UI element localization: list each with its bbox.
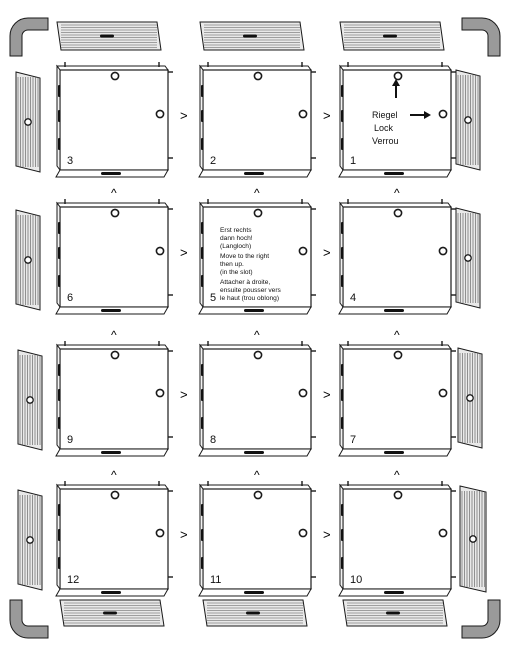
left-slot — [201, 85, 204, 97]
instruction-fr-3: le haut (trou oblong) — [220, 295, 280, 302]
left-slot — [201, 389, 204, 401]
rail-hole — [465, 117, 471, 123]
box-panel — [199, 481, 316, 596]
bottom-slot — [384, 451, 404, 454]
step-number: 10 — [350, 574, 363, 586]
instruction-fr-2: ensuite pousser vers — [220, 287, 281, 294]
left-slot — [201, 222, 204, 234]
box-panel — [339, 199, 456, 314]
side-rail-vertical — [460, 486, 486, 592]
arrow-right-glyph: > — [323, 108, 331, 123]
step-number: 11 — [210, 574, 222, 586]
left-slot — [341, 275, 344, 287]
corner-connector — [10, 600, 48, 638]
right-hole — [156, 389, 163, 396]
side-rail-vertical — [456, 208, 480, 308]
left-slot — [341, 557, 344, 569]
panel-face — [343, 207, 451, 307]
right-hole — [439, 389, 446, 396]
top-hole — [111, 351, 118, 358]
corner-body — [462, 600, 500, 638]
left-slot — [58, 504, 61, 516]
step-number: 7 — [350, 434, 357, 446]
side-rail-horizontal — [60, 600, 164, 626]
arrow-up-glyph: ^ — [111, 468, 117, 482]
rail-hole — [27, 537, 33, 543]
bottom-slot — [244, 591, 264, 594]
top-hole — [254, 209, 261, 216]
instruction-en-1: Move to the right — [220, 253, 270, 260]
left-slot — [201, 138, 204, 150]
panel-top-edge — [200, 203, 311, 207]
panel-top-edge — [57, 203, 168, 207]
arrow-right-glyph: > — [323, 527, 331, 542]
side-rail-horizontal — [200, 22, 304, 50]
box-panel — [56, 341, 173, 456]
side-rail-vertical — [458, 348, 482, 448]
box-panel — [199, 62, 316, 177]
left-slot — [201, 504, 204, 516]
bottom-slot — [384, 172, 404, 175]
instruction-de-1: Erst rechts — [220, 227, 252, 234]
right-hole — [299, 247, 306, 254]
panel-face — [60, 207, 168, 307]
top-hole — [254, 351, 261, 358]
right-hole — [156, 529, 163, 536]
panel-top-edge — [200, 345, 311, 349]
left-slot — [58, 364, 61, 376]
left-slot — [341, 222, 344, 234]
panel-top-edge — [340, 203, 451, 207]
rail-hole — [470, 536, 476, 542]
rail-slot — [103, 612, 117, 615]
arrow-up-glyph: ^ — [111, 186, 117, 200]
arrow-up-glyph: ^ — [254, 186, 260, 200]
top-hole — [111, 209, 118, 216]
corner-body — [10, 600, 48, 638]
left-slot — [201, 275, 204, 287]
left-slot — [201, 364, 204, 376]
step-number: 9 — [67, 434, 74, 446]
left-slot — [201, 247, 204, 259]
side-rail-horizontal — [57, 22, 161, 50]
box-panel — [199, 341, 316, 456]
rail-slot — [243, 35, 257, 38]
box-panel — [339, 341, 456, 456]
top-hole — [394, 491, 401, 498]
box-panel — [56, 481, 173, 596]
left-slot — [58, 138, 61, 150]
panel-top-edge — [57, 345, 168, 349]
panel-face — [203, 70, 311, 170]
rail-slot — [383, 35, 397, 38]
arrow-up-glyph: ^ — [254, 468, 260, 482]
right-hole — [439, 529, 446, 536]
rail-hole — [27, 397, 33, 403]
step-number: 1 — [350, 155, 357, 167]
side-rail-vertical — [18, 490, 42, 590]
left-slot — [341, 529, 344, 541]
panel-face — [60, 349, 168, 449]
box-panel — [339, 481, 456, 596]
arrow-up-glyph: ^ — [111, 328, 117, 342]
right-hole — [299, 110, 306, 117]
instruction-fr-1: Attacher à droite, — [220, 279, 271, 286]
rail-slot — [246, 612, 260, 615]
arrow-right-glyph: > — [180, 245, 188, 260]
left-slot — [341, 85, 344, 97]
step-number: 4 — [350, 292, 357, 304]
step-number: 5 — [210, 292, 217, 304]
left-slot — [58, 557, 61, 569]
panel-top-edge — [340, 485, 451, 489]
bottom-slot — [101, 172, 121, 175]
left-slot — [341, 417, 344, 429]
panel-face — [343, 349, 451, 449]
left-slot — [341, 247, 344, 259]
lock-label-de: Riegel — [372, 110, 398, 120]
right-hole — [299, 389, 306, 396]
panel-face — [60, 70, 168, 170]
right-hole — [156, 247, 163, 254]
right-hole — [156, 110, 163, 117]
left-slot — [58, 275, 61, 287]
arrow-up-glyph: ^ — [394, 468, 400, 482]
left-slot — [58, 417, 61, 429]
panel-face — [203, 349, 311, 449]
step-number: 8 — [210, 434, 217, 446]
corner-connector — [462, 600, 500, 638]
box-panel — [56, 62, 173, 177]
left-slot — [341, 110, 344, 122]
arrow-right-glyph: > — [323, 387, 331, 402]
side-rail-horizontal — [203, 600, 307, 626]
right-hole — [439, 247, 446, 254]
rail-hole — [467, 395, 473, 401]
rail-slot — [386, 612, 400, 615]
panel-top-edge — [200, 485, 311, 489]
left-slot — [201, 110, 204, 122]
left-slot — [341, 138, 344, 150]
arrow-right-glyph: > — [180, 387, 188, 402]
left-slot — [58, 222, 61, 234]
side-rail-vertical — [18, 350, 42, 450]
box-panel — [56, 199, 173, 314]
side-rail-vertical — [16, 210, 40, 310]
top-hole — [111, 72, 118, 79]
left-slot — [58, 389, 61, 401]
corner-body — [462, 18, 500, 56]
corner-connector — [10, 18, 48, 56]
arrow-right-glyph: > — [180, 108, 188, 123]
panel-top-edge — [340, 345, 451, 349]
lock-label-en: Lock — [374, 123, 394, 133]
instruction-en-3: (in the slot) — [220, 269, 253, 276]
left-slot — [58, 247, 61, 259]
rail-slot — [100, 35, 114, 38]
instruction-en-2: then up. — [220, 261, 244, 268]
arrow-up-glyph: ^ — [394, 186, 400, 200]
top-hole — [394, 351, 401, 358]
rail-hole — [465, 255, 471, 261]
step-number: 3 — [67, 155, 74, 167]
left-slot — [58, 529, 61, 541]
bottom-slot — [244, 172, 264, 175]
top-hole — [394, 72, 401, 79]
step-number: 6 — [67, 292, 74, 304]
arrow-right-glyph: > — [180, 527, 188, 542]
bottom-slot — [384, 309, 404, 312]
left-slot — [58, 110, 61, 122]
corner-body — [10, 18, 48, 56]
side-rail-horizontal — [340, 22, 444, 50]
left-slot — [201, 417, 204, 429]
top-hole — [254, 491, 261, 498]
side-rail-vertical — [16, 72, 40, 172]
corner-connector — [462, 18, 500, 56]
rail-hole — [25, 119, 31, 125]
bottom-slot — [101, 309, 121, 312]
left-slot — [341, 364, 344, 376]
top-hole — [111, 491, 118, 498]
panel-top-edge — [57, 485, 168, 489]
instruction-de-2: dann hoch! — [220, 235, 253, 242]
bottom-slot — [244, 309, 264, 312]
side-rail-horizontal — [343, 600, 447, 626]
bottom-slot — [101, 451, 121, 454]
left-slot — [201, 557, 204, 569]
top-hole — [394, 209, 401, 216]
left-slot — [201, 529, 204, 541]
right-hole — [299, 529, 306, 536]
arrow-up-glyph: ^ — [254, 328, 260, 342]
bottom-slot — [244, 451, 264, 454]
right-hole — [439, 110, 446, 117]
left-slot — [58, 85, 61, 97]
step-number: 2 — [210, 155, 217, 167]
lock-label-fr: Verrou — [372, 136, 399, 146]
step-number: 12 — [67, 574, 80, 586]
instruction-de-3: (Langloch) — [220, 243, 252, 250]
top-hole — [254, 72, 261, 79]
left-slot — [341, 504, 344, 516]
left-slot — [341, 389, 344, 401]
bottom-slot — [101, 591, 121, 594]
arrow-right-glyph: > — [323, 245, 331, 260]
side-rail-vertical — [456, 70, 480, 170]
arrow-up-glyph: ^ — [394, 328, 400, 342]
bottom-slot — [384, 591, 404, 594]
rail-hole — [25, 257, 31, 263]
